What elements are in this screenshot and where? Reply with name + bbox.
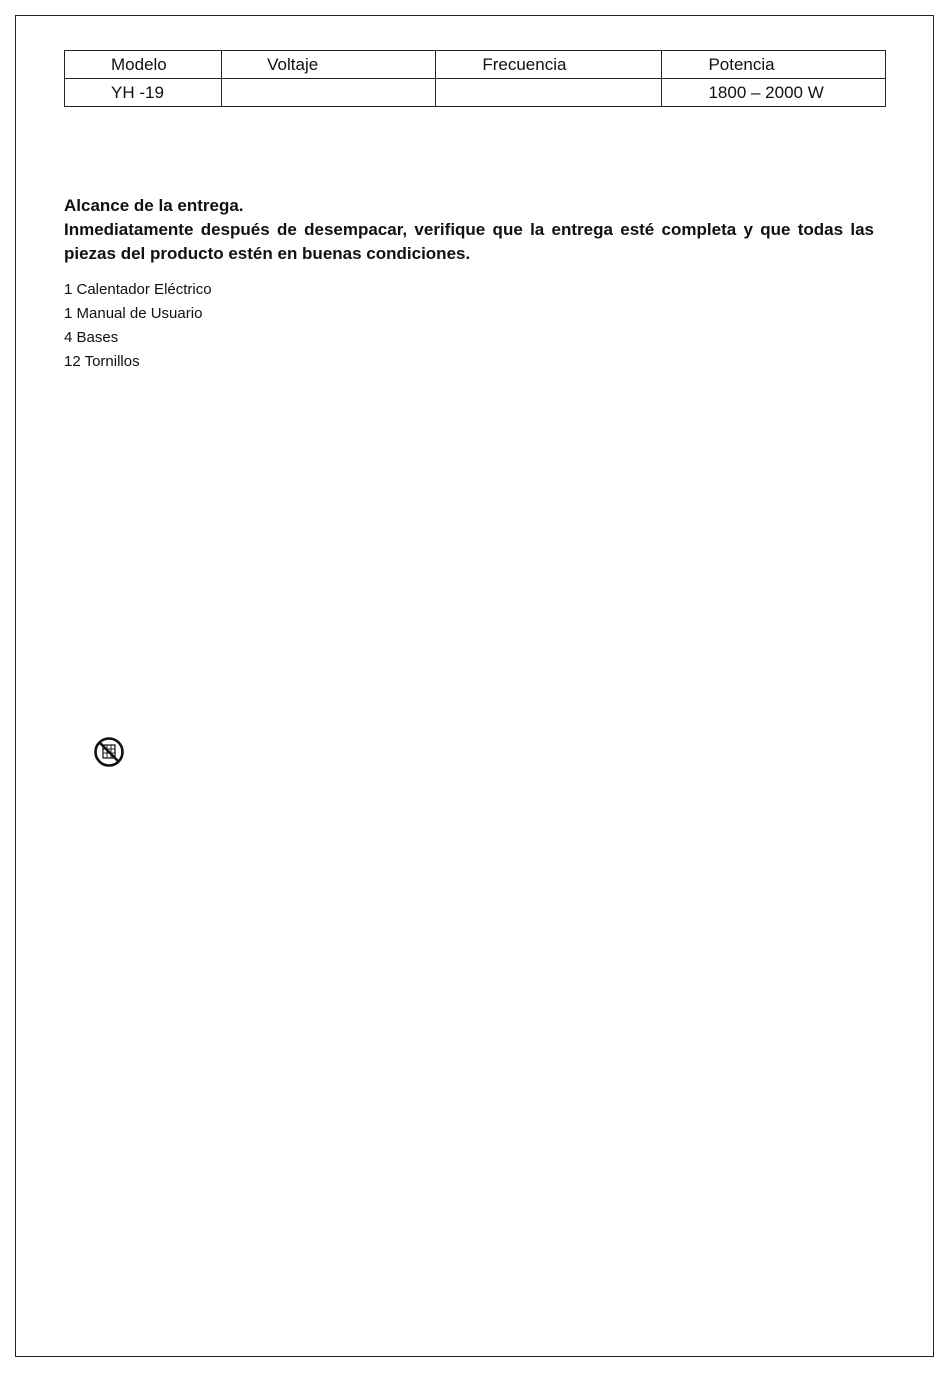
cell-model-value: YH -19 [65,79,222,107]
section-intro: Inmediatamente después de desempacar, verifique que la entrega esté completa y que todas las piezas del producto estén en buenas condiciones. [64,220,874,263]
list-item: 1 Calentador Eléctrico [64,281,212,298]
cell-frequency-value [436,79,662,107]
header-cell-model: Modelo [65,51,222,79]
list-item: 4 Bases [64,329,119,346]
header-cell-frequency: Frecuencia [436,51,662,79]
header-cell-voltage: Voltaje [222,51,436,79]
list-item: 1 Manual de Usuario [64,305,203,322]
delivery-items-list [64,278,212,374]
cell-power-value: 1800 – 2000 W [662,79,886,107]
list-item: 12 Tornillos [64,353,140,370]
cell-voltage-value [222,79,436,107]
no-cover-prohibition-icon [93,736,125,768]
table-row [65,79,886,107]
table-header-row [65,51,886,79]
header-cell-power: Potencia [662,51,886,79]
specifications-table [64,50,886,107]
section-heading: Alcance de la entrega. [64,196,244,215]
